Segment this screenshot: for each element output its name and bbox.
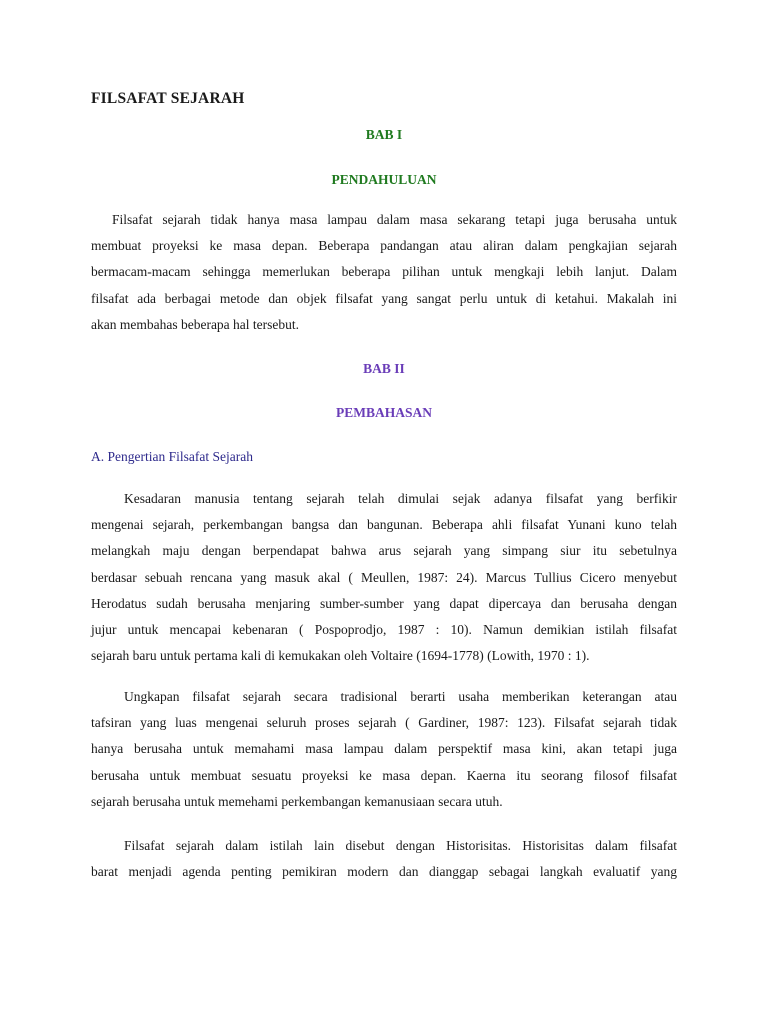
bab2-paragraph-2	[91, 684, 677, 815]
paragraph-line: berdasar sebuah rencana yang masuk akal ( Meullen, 1987: 24). Marcus Tullius Cicero menyebut	[91, 569, 677, 585]
paragraph-line: akan membahas beberapa hal tersebut.	[91, 316, 300, 332]
paragraph-line: tafsiran yang luas mengenai seluruh proses sejarah ( Gardiner, 1987: 123). Filsafat sejarah tidak	[91, 715, 677, 731]
paragraph-line: Filsafat sejarah tidak hanya masa lampau dalam masa sekarang tetapi juga berusaha untuk	[112, 212, 677, 227]
bab2-paragraph-3	[91, 833, 677, 885]
bab1-label: BAB I	[365, 127, 403, 142]
paragraph-line: mengenai sejarah, perkembangan bangsa dan bangunan. Beberapa ahli filsafat Yunani kuno telah	[91, 517, 677, 533]
paragraph-line: Herodatus sudah berusaha menjaring sumber-sumber yang dapat dipercaya dan berusaha dengan	[91, 595, 677, 611]
paragraph-line: bermacam-macam sehingga memerlukan beberapa pilihan untuk mengkaji lebih lanjut. Dalam	[91, 264, 677, 280]
document-title: FILSAFAT SEJARAH	[91, 90, 245, 107]
section-subheading: A. Pengertian Filsafat Sejarah	[91, 449, 253, 464]
paragraph-line: sejarah baru untuk pertama kali di kemukakan oleh Voltaire (1694-1778) (Lowith, 1970 : 1).	[91, 648, 590, 664]
paragraph-line: membuat proyeksi ke masa depan. Beberapa pandangan atau aliran dalam pengkajian sejarah	[91, 238, 677, 254]
paragraph-line: filsafat ada berbagai metode dan objek filsafat yang sangat perlu untuk di ketahui. Makalah ini	[91, 290, 677, 306]
paragraph-line: jujur untuk mencapai kebenaran ( Pospoprodjo, 1987 : 10). Namun demikian istilah filsafat	[91, 622, 677, 638]
paragraph-line: sejarah berusaha untuk memehami perkembangan kemanusiaan secara utuh.	[91, 793, 503, 809]
paragraph-line: Filsafat sejarah dalam istilah lain disebut dengan Historisitas. Historisitas dalam filsafat	[124, 838, 677, 853]
paragraph-line: Kesadaran manusia tentang sejarah telah dimulai sejak adanya filsafat yang berfikir	[124, 491, 677, 506]
paragraph-line: barat menjadi agenda penting pemikiran modern dan dianggap sebagai langkah evaluatif yang	[91, 864, 677, 880]
paragraph-line: hanya berusaha untuk memahami masa lampau dalam perspektif masa kini, akan tetapi juga	[91, 741, 677, 757]
paragraph-line: melangkah maju dengan berpendapat bahwa arus sejarah yang simpang siur itu sebetulnya	[91, 543, 677, 559]
bab2-heading: PEMBAHASAN	[335, 405, 432, 420]
bab2-label: BAB II	[363, 361, 405, 376]
paragraph-line: Ungkapan filsafat sejarah secara tradisional berarti usaha memberikan keterangan atau	[124, 689, 677, 704]
bab1-paragraph	[91, 207, 677, 338]
bab1-heading: PENDAHULUAN	[331, 172, 437, 187]
bab2-paragraph-1	[91, 486, 677, 669]
paragraph-line: berusaha untuk membuat sesuatu proyeksi ke masa depan. Kaerna itu seorang filosof filsafat	[91, 767, 677, 783]
